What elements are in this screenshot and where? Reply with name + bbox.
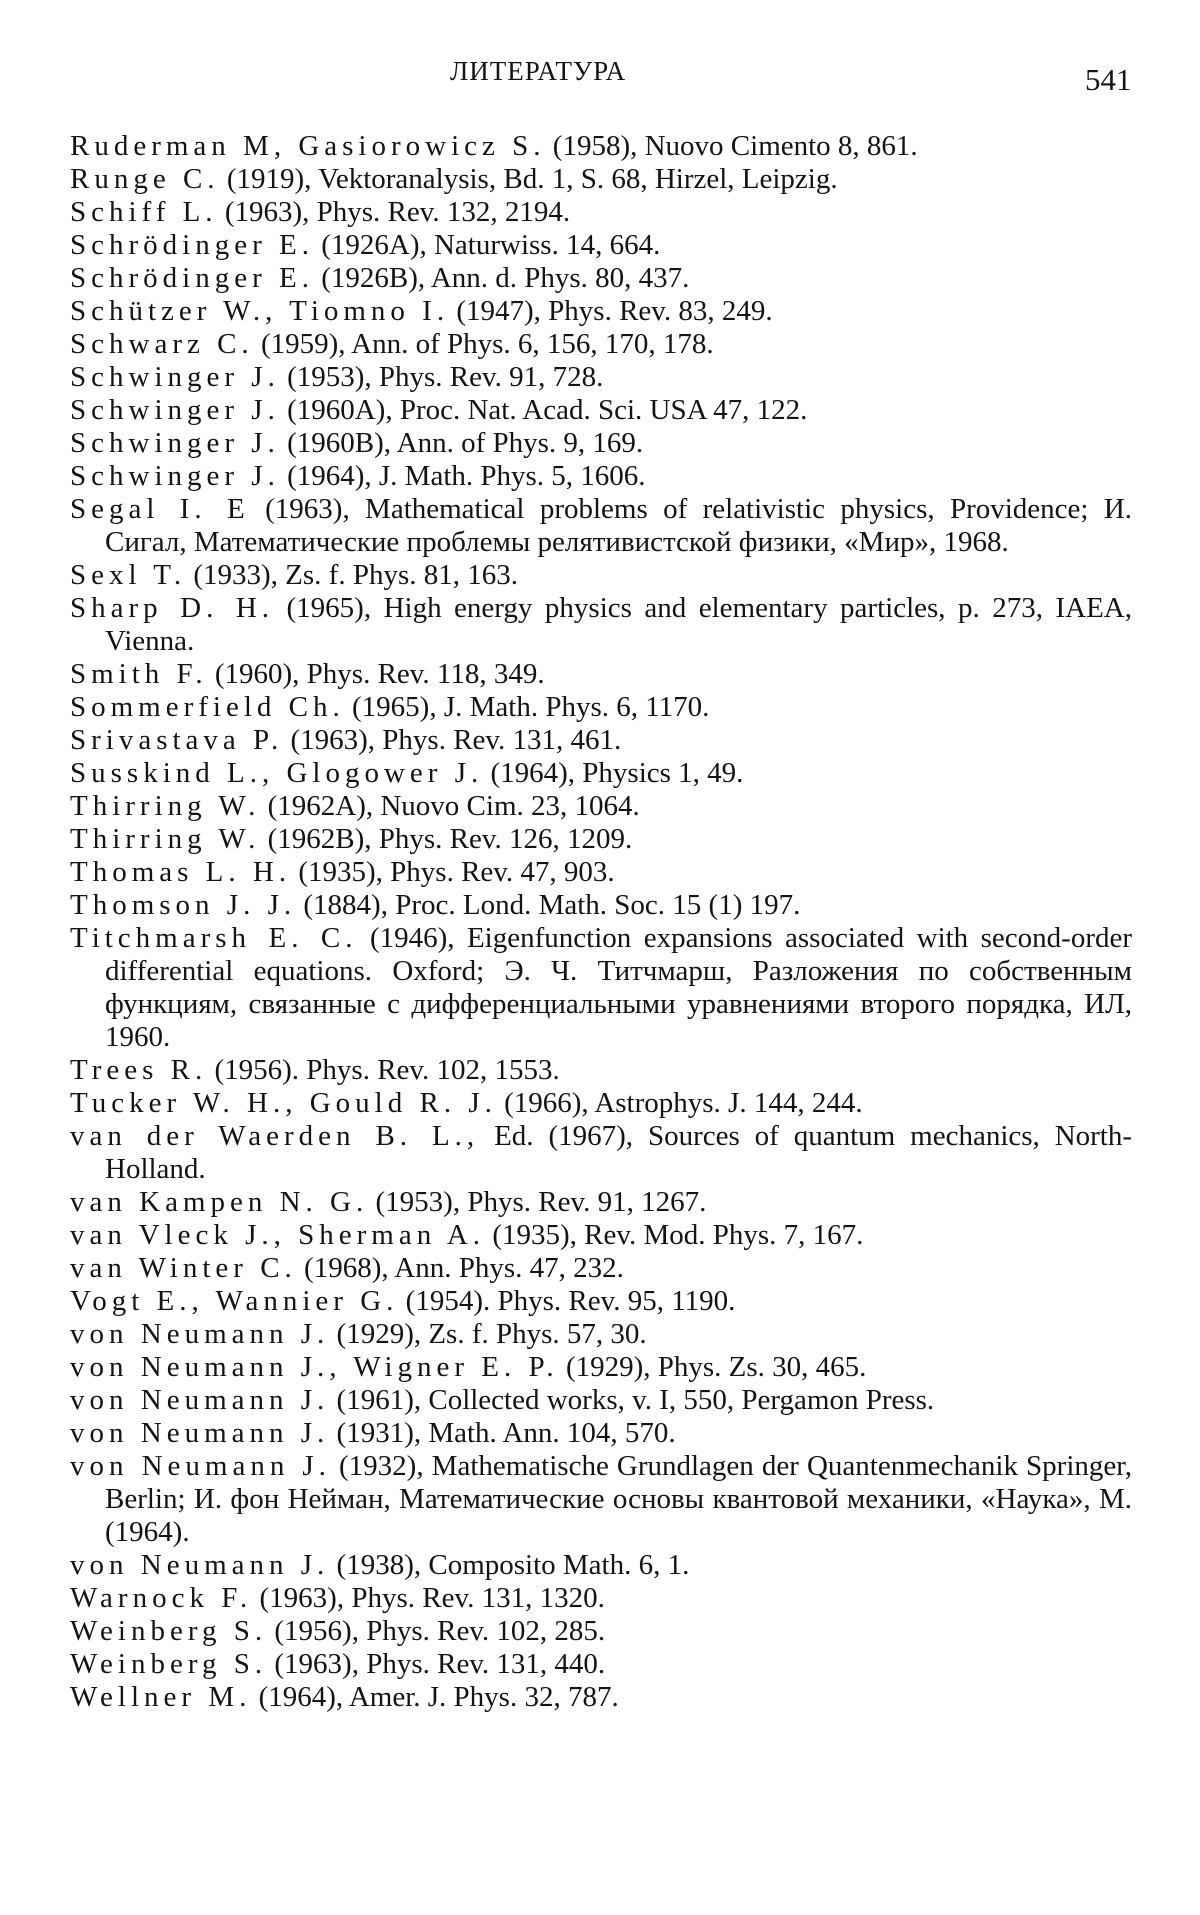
reference-entry [0, 130, 1200, 163]
reference-details: (1938), Composito Math. 6, 1. [336, 1549, 690, 1581]
reference-details: (1965), High energy physics and elementary particles, p. 273, IAEA, Vienna. [105, 592, 1133, 657]
reference-author: von Neumann J. [70, 1549, 330, 1581]
reference-author: Tucker W. H., Gould R. J. [70, 1087, 497, 1119]
reference-details: (1953), Phys. Rev. 91, 728. [287, 361, 604, 393]
reference-details: (1968), Ann. Phys. 47, 232. [304, 1252, 624, 1284]
reference-details: (1958), Nuovo Cimento 8, 861. [552, 130, 918, 162]
reference-entry [0, 1417, 1200, 1450]
reference-details: (1963), Phys. Rev. 131, 461. [290, 724, 622, 756]
reference-author: Thomson J. J. [70, 889, 297, 921]
reference-author: von Neumann J., Wigner E. P. [70, 1351, 559, 1383]
reference-details: (1884), Proc. Lond. Math. Soc. 15 (1) 197. [303, 889, 801, 921]
reference-details: (1946), Eigenfunction expansions associated with second-order differential equations. Oxford; Э. Ч. Титчмарш, Разложения по собственным функциям, связанные с дифференциальными уравнениями второго порядка, ИЛ, 1960. [105, 922, 1133, 1053]
reference-author: Trees R. [70, 1054, 208, 1086]
reference-author: Schwinger J. [70, 427, 280, 459]
reference-entry [0, 460, 1200, 493]
reference-details: (1965), J. Math. Phys. 6, 1170. [352, 691, 710, 723]
reference-details: (1963), Phys. Rev. 131, 1320. [259, 1582, 605, 1614]
reference-author: Thirring W. [70, 823, 261, 855]
reference-entry [0, 196, 1200, 229]
reference-author: Weinberg S. [70, 1648, 268, 1680]
reference-details: (1960), Phys. Rev. 118, 349. [214, 658, 545, 690]
reference-entry [0, 1351, 1200, 1384]
reference-entry [0, 1054, 1200, 1087]
reference-author: Titchmarsh E. C. [70, 922, 358, 954]
reference-details: (1929), Phys. Zs. 30, 465. [565, 1351, 867, 1383]
reference-author: Vogt E., Wannier G. [70, 1285, 399, 1317]
reference-details: (1964), J. Math. Phys. 5, 1606. [287, 460, 646, 492]
reference-author: van Vleck J., Sherman A. [70, 1219, 486, 1251]
reference-entry [0, 427, 1200, 460]
reference-entry [0, 823, 1200, 856]
reference-details: (1935), Rev. Mod. Phys. 7, 167. [492, 1219, 864, 1251]
reference-entry [0, 1681, 1200, 1714]
reference-details: (1931), Math. Ann. 104, 570. [336, 1417, 676, 1449]
reference-details: (1962A), Nuovo Cim. 23, 1064. [267, 790, 640, 822]
reference-entry [0, 856, 1200, 889]
reference-author: Schwarz C. [70, 328, 254, 360]
reference-author: von Neumann J. [70, 1384, 330, 1416]
reference-author: van Kampen N. G. [70, 1186, 369, 1218]
reference-details: (1954). Phys. Rev. 95, 1190. [405, 1285, 736, 1317]
reference-entry [0, 790, 1200, 823]
reference-details: (1919), Vektoranalysis, Bd. 1, S. 68, Hirzel, Leipzig. [226, 163, 838, 195]
reference-author: Sommerfield Ch. [70, 691, 345, 723]
reference-author: Schwinger J. [70, 361, 280, 393]
reference-entry [0, 592, 1200, 658]
reference-details: (1956), Phys. Rev. 102, 285. [274, 1615, 606, 1647]
reference-author: Sexl T. [70, 559, 187, 591]
reference-entry [0, 559, 1200, 592]
reference-entry [0, 1384, 1200, 1417]
reference-entry [0, 229, 1200, 262]
reference-entry [0, 757, 1200, 790]
reference-author: van der Waerden B. L., [70, 1120, 480, 1152]
reference-details: (1963), Mathematical problems of relativistic physics, Providence; И. Сигал, Математические проблемы релятивистской физики, «Мир», 1968. [105, 493, 1133, 558]
reference-author: Smith F. [70, 658, 208, 690]
reference-author: von Neumann J. [70, 1417, 330, 1449]
reference-entry [0, 163, 1200, 196]
reference-author: Schiff L. [70, 196, 218, 228]
reference-entry [0, 658, 1200, 691]
reference-author: van Winter C. [70, 1252, 297, 1284]
reference-details: (1926B), Ann. d. Phys. 80, 437. [321, 262, 690, 294]
reference-author: Thirring W. [70, 790, 261, 822]
reference-entry [0, 328, 1200, 361]
reference-entry [0, 922, 1200, 1054]
reference-details: (1966), Astrophys. J. 144, 244. [504, 1087, 863, 1119]
reference-list [0, 130, 1200, 1714]
reference-author: Schwinger J. [70, 394, 280, 426]
reference-entry [0, 1219, 1200, 1252]
reference-details: (1935), Phys. Rev. 47, 903. [298, 856, 615, 888]
reference-entry [0, 262, 1200, 295]
reference-author: Schrödinger E. [70, 262, 314, 294]
running-title: ЛИТЕРАТУРА [450, 56, 627, 86]
reference-author: von Neumann J. [70, 1450, 331, 1482]
page-number: 541 [1085, 62, 1132, 97]
reference-details: (1961), Collected works, v. I, 550, Pergamon Press. [336, 1384, 935, 1416]
reference-entry [0, 691, 1200, 724]
reference-entry [0, 1120, 1200, 1186]
reference-author: Warnock F. [70, 1582, 253, 1614]
reference-entry [0, 1615, 1200, 1648]
reference-entry [0, 724, 1200, 757]
reference-author: von Neumann J. [70, 1318, 330, 1350]
reference-details: (1926A), Naturwiss. 14, 664. [321, 229, 661, 261]
reference-author: Segal I. E [70, 493, 250, 525]
reference-entry [0, 361, 1200, 394]
reference-details: (1964), Physics 1, 49. [490, 757, 744, 789]
reference-author: Schützer W., Tiomno I. [70, 295, 450, 327]
reference-details: (1933), Zs. f. Phys. 81, 163. [193, 559, 518, 591]
reference-author: Weinberg S. [70, 1615, 268, 1647]
reference-entry [0, 1318, 1200, 1351]
reference-details: (1947), Phys. Rev. 83, 249. [456, 295, 773, 327]
reference-author: Srivastava P. [70, 724, 284, 756]
reference-author: Thomas L. H. [70, 856, 292, 888]
reference-entry [0, 1549, 1200, 1582]
reference-details: (1963), Phys. Rev. 131, 440. [274, 1648, 606, 1680]
reference-details: (1956). Phys. Rev. 102, 1553. [214, 1054, 560, 1086]
reference-entry [0, 1252, 1200, 1285]
reference-author: Wellner M. [70, 1681, 252, 1713]
reference-details: (1959), Ann. of Phys. 6, 156, 170, 178. [260, 328, 714, 360]
reference-details: Ed. (1967), Sources of quantum mechanics, North-Holland. [105, 1120, 1133, 1185]
reference-details: (1932), Mathematische Grundlagen der Quantenmechanik Springer, Berlin; И. фон Нейман, Математические основы квантовой механики, «Наука», М. (1964). [105, 1450, 1132, 1548]
reference-author: Sharp D. H. [70, 592, 275, 624]
reference-details: (1953), Phys. Rev. 91, 1267. [375, 1186, 707, 1218]
reference-author: Schwinger J. [70, 460, 280, 492]
reference-details: (1962B), Phys. Rev. 126, 1209. [267, 823, 633, 855]
reference-author: Runge C. [70, 163, 220, 195]
reference-entry [0, 493, 1200, 559]
reference-author: Schrödinger E. [70, 229, 314, 261]
reference-entry [0, 1285, 1200, 1318]
reference-details: (1929), Zs. f. Phys. 57, 30. [336, 1318, 647, 1350]
reference-entry [0, 295, 1200, 328]
reference-details: (1963), Phys. Rev. 132, 2194. [224, 196, 571, 228]
reference-details: (1964), Amer. J. Phys. 32, 787. [258, 1681, 619, 1713]
reference-entry [0, 1450, 1200, 1549]
reference-entry [0, 1648, 1200, 1681]
reference-entry [0, 394, 1200, 427]
reference-details: (1960A), Proc. Nat. Acad. Sci. USA 47, 122. [287, 394, 808, 426]
reference-entry [0, 1087, 1200, 1120]
reference-entry [0, 1582, 1200, 1615]
reference-entry [0, 889, 1200, 922]
reference-author: Ruderman M, Gasiorowicz S. [70, 130, 546, 162]
running-header [0, 50, 1200, 110]
reference-author: Susskind L., Glogower J. [70, 757, 484, 789]
reference-details: (1960B), Ann. of Phys. 9, 169. [287, 427, 644, 459]
reference-entry [0, 1186, 1200, 1219]
